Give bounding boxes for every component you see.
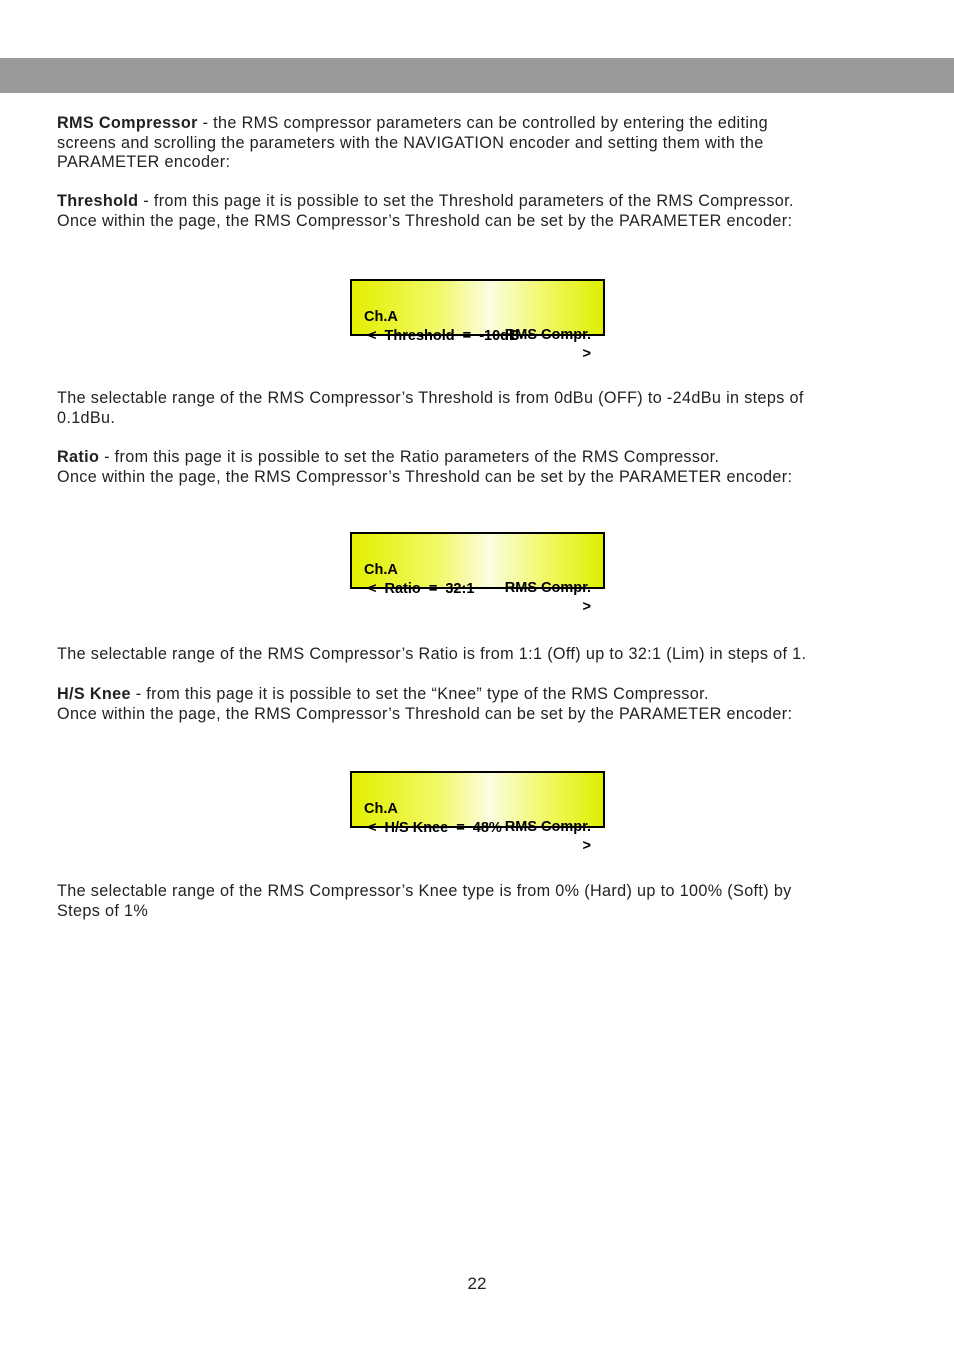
lcd-arrow: > xyxy=(582,599,591,615)
lcd-channel: Ch.A xyxy=(364,562,398,578)
lcd-display-threshold xyxy=(350,279,605,362)
knee-paragraph: H/S Knee - from this page it is possible to set the “Knee” type of the RMS Compressor. Once within the page, the RMS Compressor’s Threshold can be set by the PARAMETER encoder: xyxy=(57,685,793,723)
lcd-menu: RMS Compr. xyxy=(504,819,591,835)
lcd-channel: Ch.A xyxy=(364,801,398,817)
threshold-heading: Threshold xyxy=(57,192,139,210)
lcd-param: < H/S Knee = 48% xyxy=(368,820,502,836)
lcd-param: < Threshold = -10dB xyxy=(368,328,520,344)
rms-compressor-paragraph: RMS Compressor - the RMS compressor parameters can be controlled by entering the editing screens and scrolling the parameters with the NAVIGATION encoder and setting them with the PARAMETER encoder: xyxy=(57,114,768,172)
rms-compressor-heading: RMS Compressor xyxy=(57,114,198,132)
threshold-paragraph: Threshold - from this page it is possible to set the Threshold parameters of the RMS Compressor. Once within the page, the RMS Compressor’s Threshold can be set by the PARAMETER encoder: xyxy=(57,192,794,230)
lcd-display-knee xyxy=(350,771,605,854)
lcd-display-ratio xyxy=(350,532,605,615)
ratio-heading: Ratio xyxy=(57,448,100,466)
knee-heading: H/S Knee xyxy=(57,685,131,703)
lcd-arrow: > xyxy=(582,346,591,362)
lcd-menu: RMS Compr. xyxy=(504,327,591,343)
ratio-paragraph: Ratio - from this page it is possible to set the Ratio parameters of the RMS Compressor. Once within the page, the RMS Compressor’s Threshold can be set by the PARAMETER encoder: xyxy=(57,448,793,486)
knee-range-paragraph: The selectable range of the RMS Compressor’s Knee type is from 0% (Hard) up to 100% (Soft) by Steps of 1% xyxy=(57,882,792,920)
lcd-menu: RMS Compr. xyxy=(504,580,591,596)
page-number: 22 xyxy=(467,1274,487,1293)
lcd-arrow: > xyxy=(582,838,591,854)
lcd-param: < Ratio = 32:1 xyxy=(368,581,475,597)
ratio-range-paragraph: The selectable range of the RMS Compressor’s Ratio is from 1:1 (Off) up to 32:1 (Lim) in steps of 1. xyxy=(57,645,807,663)
threshold-range-paragraph: The selectable range of the RMS Compressor’s Threshold is from 0dBu (OFF) to -24dBu in steps of 0.1dBu. xyxy=(57,389,804,427)
lcd-channel: Ch.A xyxy=(364,309,398,325)
header-band xyxy=(0,58,954,93)
